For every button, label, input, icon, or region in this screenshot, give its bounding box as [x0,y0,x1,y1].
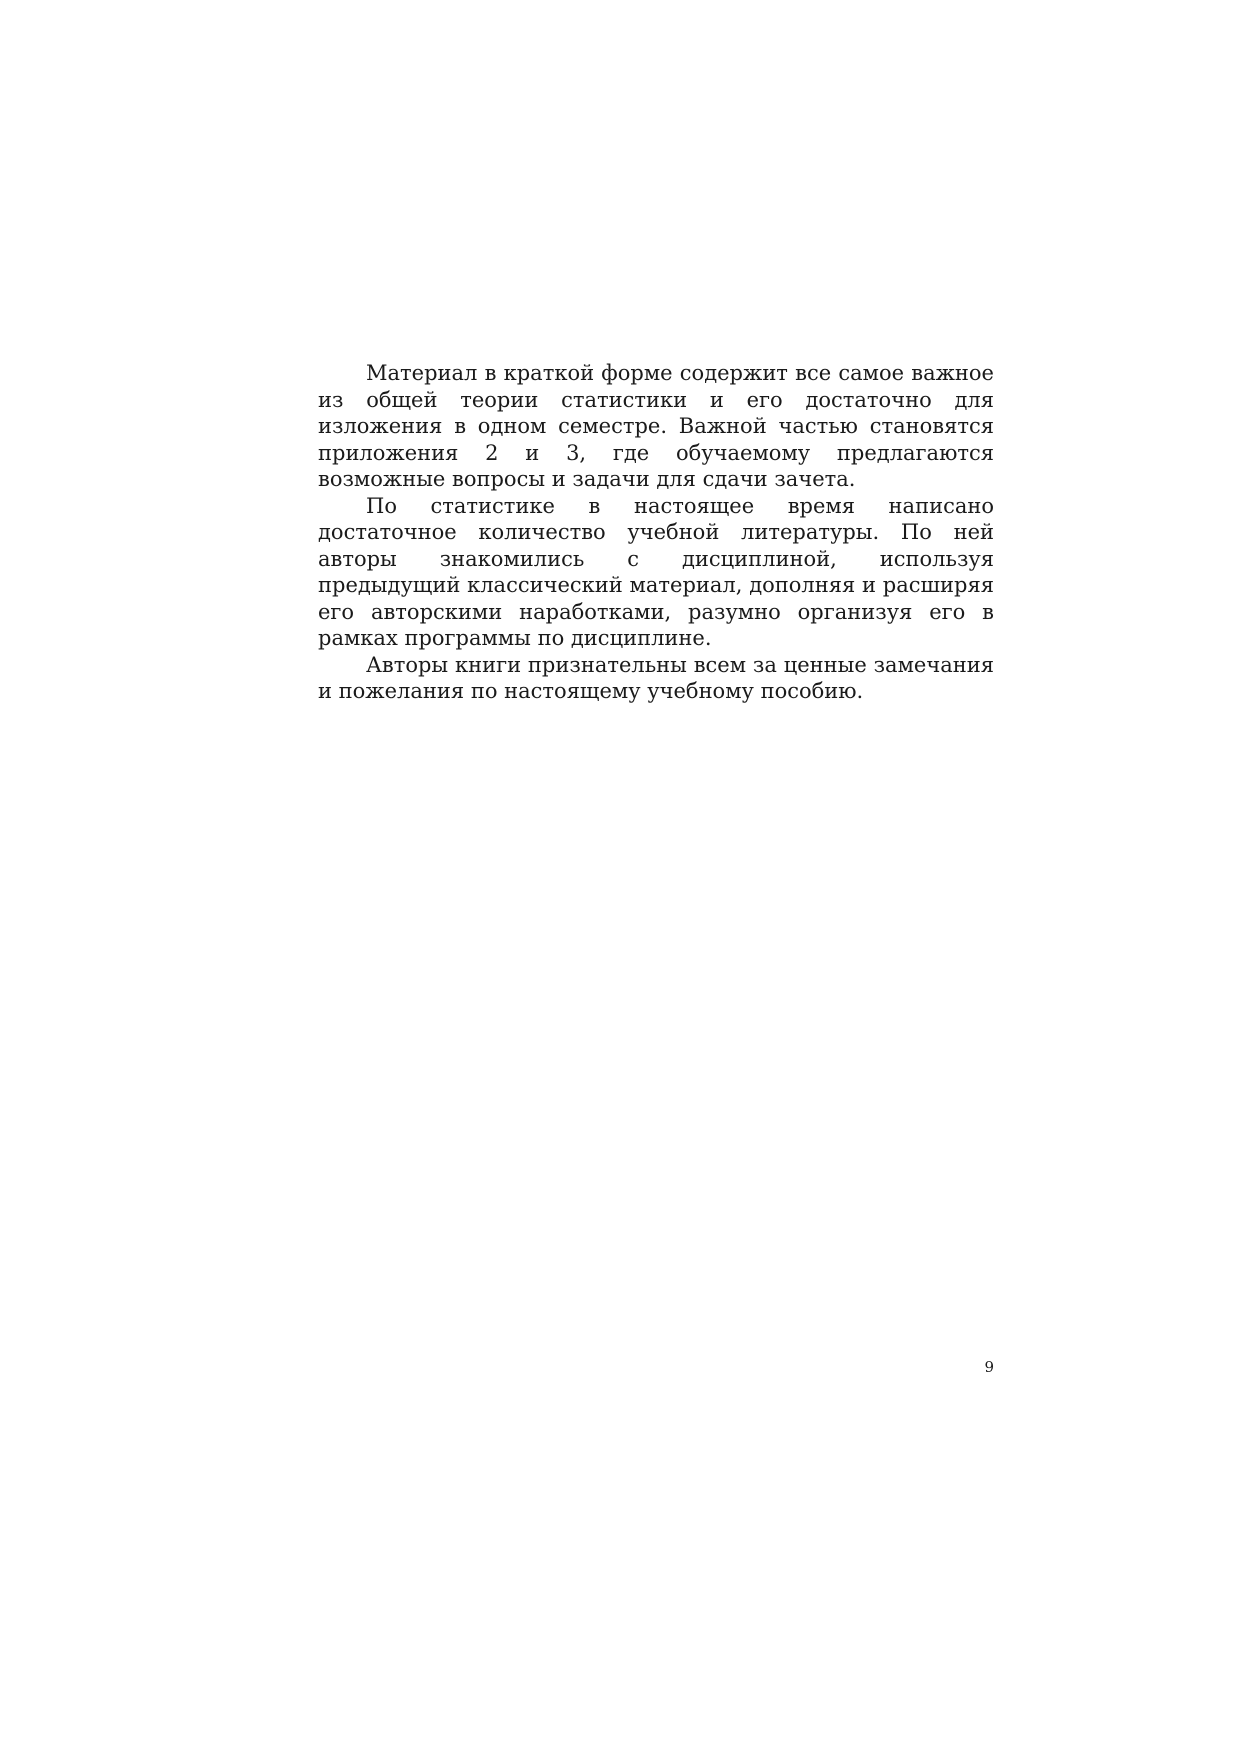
body-text [318,360,994,705]
paragraph: Материал в краткой форме содержит все самое важное из общей теории статистики и его достаточно для изложения в одном семестре. Важной частью становятся приложения 2 и 3, где обучаемому предлагаются возможные вопросы и задачи для сдачи зачета. [318,361,994,491]
paragraph: По статистике в настоящее время написано достаточное количество учебной литературы. По ней авторы знакомились с дисциплиной, используя предыдущий классический материал, дополняя и расширяя его авторскими наработками, разумно организуя его в рамках программы по дисциплине. [318,493,994,650]
page-number: 9 [984,1358,994,1376]
paragraph: Авторы книги признательны всем за ценные замечания и пожелания по настоящему учебному пособию. [318,652,994,703]
